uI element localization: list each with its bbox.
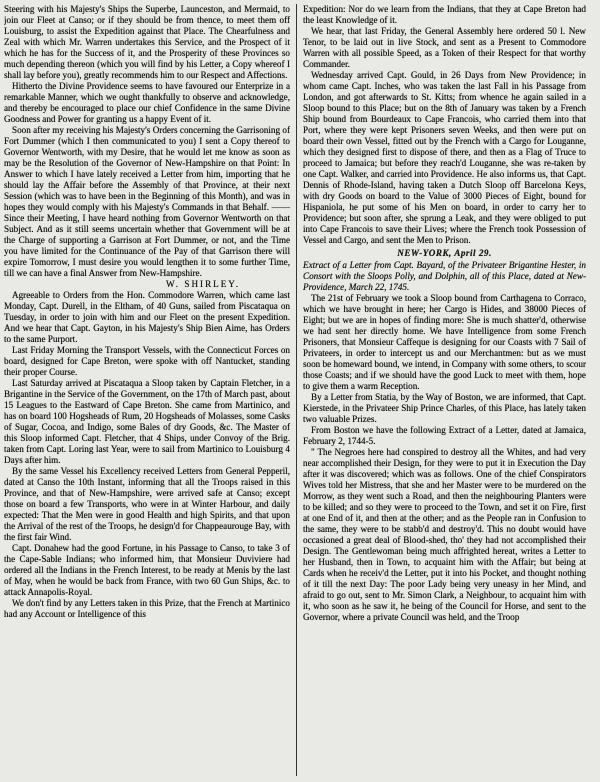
news-item: We don't find by any Letters taken in this Prize, that the French at Martinico had any Account or Intelligence of this <box>4 598 290 619</box>
letter-paragraph: " The Negroes here had conspired to destroy all the Whites, and had very near accomplished their Design, for they were to put it in Execution the Day after it was discovered; which was as follows. One of the chief Conspirators Wives told her Mistress, that she and her Master were to be murdered on the Morrow, as they went such a Road, and then the neighbouring Planters were to be killed; and so they were to proceed to the Town, and set it on Fire, first at one End of it, and then at the other; and as the People ran in Confusion to the same, they were to be stabb'd and destroy'd. This no doubt would have occasioned a great deal of Blood-shed, tho' they had not accomplished their Design. The Gentlewoman being much affrighted hereat, writes a Letter to her Husband, then in Town, to acquaint him with the Affair; but being at Cards when he receiv'd the Letter, put it into his Pocket, and thought nothing of it till the next Day: The poor Lady being very uneasy in her Mind, and afraid to go out, sent to Mr. Simon Clark, a Neighbour, to acquaint him with it, who soon as he saw it, he being of the Council for Horse, and sent to the Governor, where a private Council was held, and the Troop <box>303 447 586 622</box>
news-item: Capt. Donahew had the good Fortune, in his Passage to Canso, to take 3 of the Cape-Sable Indians; who informed him, that Monsieur Duviviere had ordered all the Indians in the French Interest, to be ready at Menis by the last of May, when he would be back from France, with two 60 Gun Ships, &c. to attack Annapolis-Royal. <box>4 543 290 597</box>
right-paragraph: We hear, that last Friday, the General Assembly here ordered 50 l. New Tenor, to be laid out in live Stock, and sent as a Present to Commodore Warren with all possible Speed, as a Token of their Respect for that worthy Commander. <box>303 26 586 69</box>
news-item: Last Friday Morning the Transport Vessels, with the Connecticut Forces on board, designed for Cape Breton, were spoke with off Nantucket, standing their proper Course. <box>4 345 290 377</box>
right-column <box>297 4 589 776</box>
dateline: NEW-YORK, April 29. <box>397 248 492 258</box>
news-item: Agreeable to Orders from the Hon. Commodore Warren, which came last Monday, Capt. Durell, in the Eltham, of 40 Guns, sailed from Piscataqua on Tuesday, in order to join with him and our Fleet on the present Expedition. And we hear that Capt. Gayton, in his Majesty's Ship Bien Aime, has Orders to the same Purport. <box>4 290 290 344</box>
left-column <box>4 4 296 776</box>
left-paragraph: Hitherto the Divine Providence seems to have favoured our Enterprize in a remarkable Manner, which we ought thankfully to observe and acknowledge, and thereby be encouraged to place our chief Confidence in the same Divine Goodness and Power for granting us a happy Event of it. <box>4 81 290 124</box>
letter-paragraph: The 21st of February we took a Sloop bound from Carthagena to Corraco, which we have brought in here; her Cargo is Hides, and 38000 Pieces of Eight; but we are in hopes of finding more: She is much shatter'd, otherwise we had sent her directly home. We have Intelligence from some French Prisoners, that Monsieur Caffeque is designing for our Coasts with 7 Sail of Privateers, in order to intercept us and our Merchantmen: but as we must soon be homeward bound, we intend, in Company with some others, to scour those Coasts; and if we should have the good Luck to meet with them, hope to give them a warm Reception. <box>303 293 586 391</box>
signature: W. SHIRLEY. <box>166 279 240 289</box>
news-item: Last Saturday arrived at Piscataqua a Sloop taken by Captain Fletcher, in a Brigantine in the Service of the Government, on the 17th of March past, about 15 Leagues to the Eastward of Cape Breton. She came from Martinico, and has on board 100 Hogsheads of Rum, 20 Hogsheads of Molasses, some Casks of Sugar, Cocoa, and Indigo, some Bales of dry Goods, &c. The Master of this Sloop informed Capt. Fletcher, that 4 Ships, under Convoy of the Brig. taken from Capt. Loring last Year, were to sail from Martinico to Louisburg 4 Days after him. <box>4 378 290 465</box>
left-paragraph: Soon after my receiving his Majesty's Orders concerning the Garrisoning of Fort Dummer (which I then communicated to you) I sent a Copy thereof to Governor Wentworth, with my Desire, that he would let me know as soon as may be the Resolution of the Governor of New-Hampshire on that Point: In Answer to which I have lately received a Letter from him, importing that he should lay the Affair before the Assembly of that Province, at their next Session (which was to have been in the Beginning of this Month), and was in hopes they would comply with his Majesty's Commands in that Behalf. —— Since their Meeting, I have heard nothing from Governor Wentworth on that Subject. And as it still seems uncertain whether that Government will be at the Charge of supporting a Garrison at Fort Dummer, or not, and the Time you have limited for the Continuance of the Pay of that Garrison there will expire Tomorrow, I must desire you would lengthen it to some further Time, till we can have a final Answer from New-Hampshire. <box>4 125 290 278</box>
right-paragraph: Wednesday arrived Capt. Gould, in 26 Days from New Providence; in whom came Capt. Inches, who was taken the last Fall in his Passage from London, and got afterwards to St. Kitts; from whence he again sailed in a Sloop bound to this Place; but on the 8th of January was taken by a French Ship bound from Bourdeaux to Cape Francois, who carried them into that Port, where they were kept Prisoners seven Weeks, and then were put on board their own Vessel, fitted out by the French with a Cargo for Louganne, which they designed first to dispose of there, and then as a Flag of Truce to proceed to Jamaica; but before they reach'd Louganne, she was re-taken by one Capt. Walker, and carried into Providence. He also informs us, that Capt. Dennis of Rhode-Island, having taken a Dutch Sloop off Barcelona Keys, with dry Goods on board to the Value of 3000 Pieces of Eight, bound for Hispaniola, he put some of his Men on board, in order to carry her to Providence; but soon after, she sprung a Leak, and they were obliged to put into Cape Francois to save their Lives; where the French took Possession of Vessel and Cargo, and sent the Men to Prison. <box>303 70 586 245</box>
news-item: By the same Vessel his Excellency received Letters from General Pepperil, dated at Canso the 10th Instant, informing that all the Troops raised in this Province, and that of New-Hampshire, were arrived safe at Canso; except those on board a few Transports, who were in at Winter Harbour, and daily expected: That the Men were in good Health and high Spirits, and that upon the Arrival of the rest of the Troops, he design'd for Chappeaurouge Bay, with the first fair Wind. <box>4 466 290 542</box>
left-paragraph: Steering with his Majesty's Ships the Superbe, Launceston, and Mermaid, to join our Fleet at Canso; or if they should be from thence, to meet them off Louisburg, to assist the Expedition against that Place. The Chearfulness and Zeal with which Mr. Warren undertakes this Service, and the Prospect of it which he has for the Success of it, and the Prosperity of these Provinces so much depending thereon (which you will find by his Letter, a Copy whereof I shall lay before you), greatly recommends him to our Respect and Affections. <box>4 4 290 80</box>
letter-paragraph: From Boston we have the following Extract of a Letter, dated at Jamaica, February 2, 1744-5. <box>303 425 586 446</box>
right-paragraph: Expedition: Nor do we learn from the Indians, that they at Cape Breton had the least Knowledge of it. <box>303 4 586 25</box>
extract-heading: Extract of a Letter from Capt. Bayard, of the Privateer Brigantine Hester, in Consort with the Sloops Polly, and Dolphin, all of this Place, dated at New-Providence, March 22, 1745. <box>303 260 586 292</box>
letter-paragraph: By a Letter from Statia, by the Way of Boston, we are informed, that Capt. Kierstede, in the Privateer Ship Prince Charles, of this Place, has lately taken two valuable Prizes. <box>303 392 586 424</box>
